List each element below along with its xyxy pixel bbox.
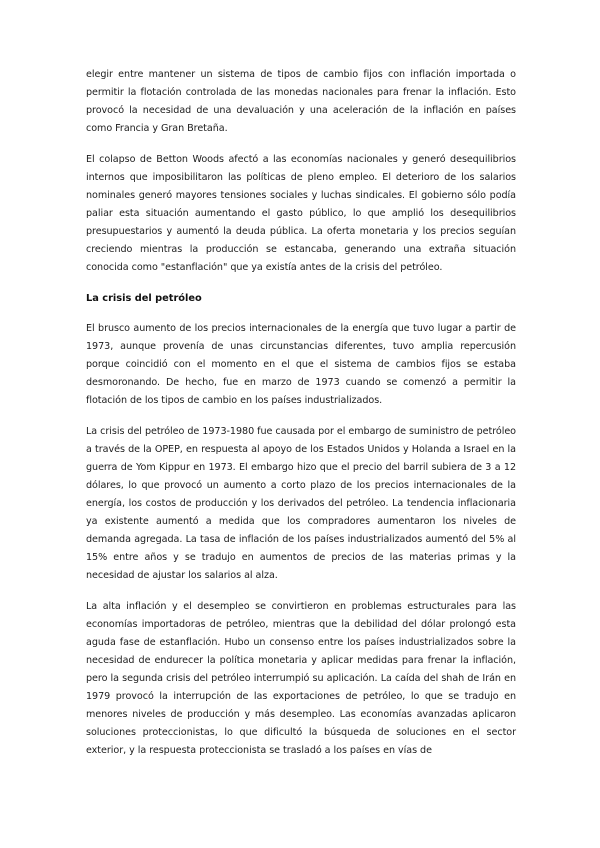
section-heading: La crisis del petróleo <box>86 293 202 304</box>
paragraph-energy-prices: El brusco aumento de los precios internacionales de la energía que tuvo lugar a partir de 1973, aunque provenía de unas circunstancias diferentes, tuvo amplia repercusión porque coincidió con el momento en el que el sistema de cambios fijos se estaba desmoronando. De hecho, fue en marzo de 1973 cuando se comenzó a permitir la flotación de los tipos de cambio en los países industrializados. <box>86 323 516 406</box>
paragraph-bretton-woods-collapse: El colapso de Betton Woods afectó a las economías nacionales y generó desequilibrios internos que imposibilitaron las políticas de pleno empleo. El deterioro de los salarios nominales generó mayores tensiones sociales y luchas sindicales. El gobierno sólo podía paliar esta situación aumentando el gasto público, lo que amplió los desequilibrios presupuestarios y aumentó la deuda pública. La oferta monetaria y los precios seguían creciendo mientras la producción se estancaba, generando una extraña situación conocida como "estanflación" que ya existía antes de la crisis del petróleo. <box>86 154 516 273</box>
paragraph-oil-crisis: La crisis del petróleo de 1973-1980 fue causada por el embargo de suministro de petróleo a través de la OPEP, en respuesta al apoyo de los Estados Unidos y Holanda a Israel en la guerra de Yom Kippur en 1973. El embargo hizo que el precio del barril subiera de 3 a 12 dólares, lo que provocó un aumento a corto plazo de los precios internacionales de la energía, los costos de producción y los derivados del petróleo. La tendencia inflacionaria ya existente aumentó a medida que los compradores aumentaron los niveles de demanda agregada. La tasa de inflación de los países industrializados aumentó del 5% al 15% entre años y se tradujo en aumentos de precios de las materias primas y la necesidad de ajustar los salarios al alza. <box>86 426 516 581</box>
paragraph-exchange-rates: elegir entre mantener un sistema de tipos de cambio fijos con inflación importada o permitir la flotación controlada de las monedas nacionales para frenar la inflación. Esto provocó la necesidad de una devaluación y una aceleración de la inflación en países como Francia y Gran Bretaña. <box>86 69 516 134</box>
paragraph-stagflation: La alta inflación y el desempleo se convirtieron en problemas estructurales para las economías importadoras de petróleo, mientras que la debilidad del dólar prolongó esta aguda fase de estanflación. Hubo un consenso entre los países industrializados sobre la necesidad de endurecer la política monetaria y aplicar medidas para frenar la inflación, pero la segunda crisis del petróleo interrumpió su aplicación. La caída del shah de Irán en 1979 provocó la interrupción de las exportaciones de petróleo, lo que se tradujo en menores niveles de producción y más desempleo. Las economías avanzadas aplicaron soluciones proteccionistas, lo que dificultó la búsqueda de soluciones en el sector exterior, y la respuesta proteccionista se trasladó a los países en vías de <box>86 601 516 756</box>
